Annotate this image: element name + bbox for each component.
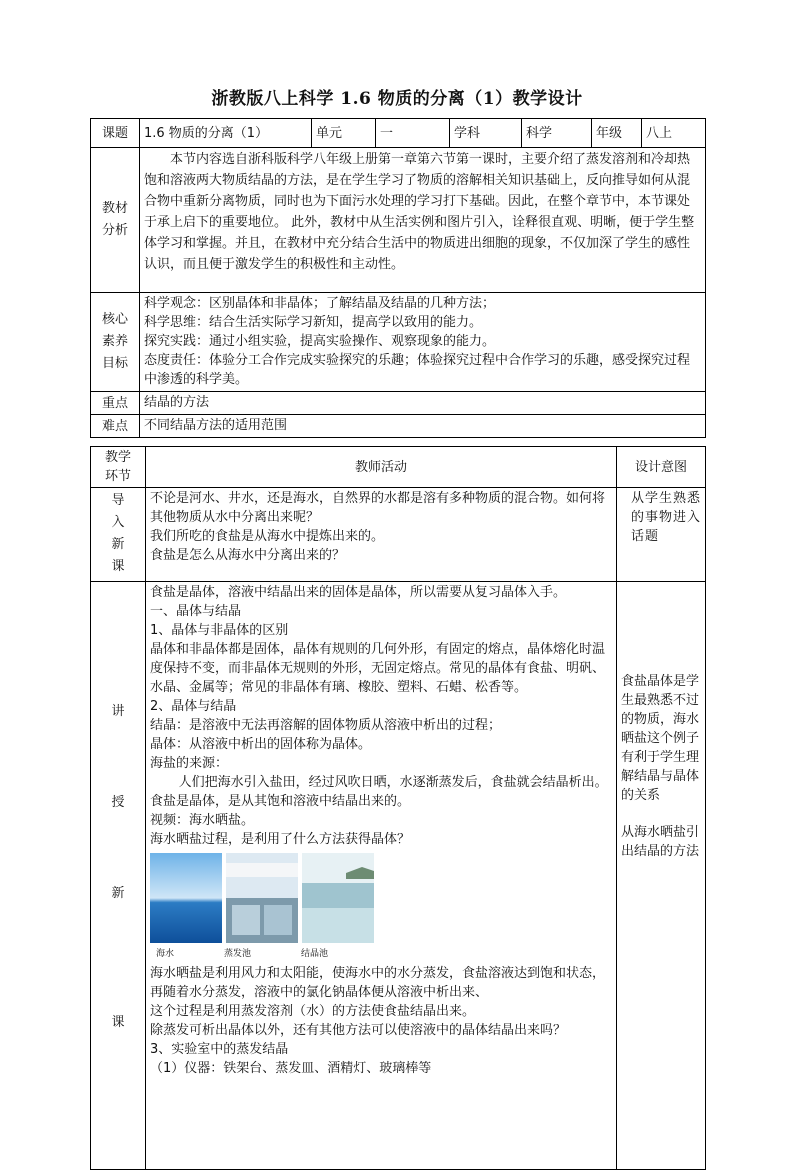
goal-item: 科学思维：结合生活实际学习新知，提高学以致用的能力。 (144, 315, 483, 330)
difficult-label: 难点 (91, 415, 140, 438)
stage-header: 教学 环节 (91, 447, 146, 488)
key-label: 重点 (91, 392, 140, 415)
key-value: 结晶的方法 (140, 392, 706, 415)
key-row (91, 392, 706, 415)
intro-intent: 从学生熟悉的事物进入话题 (617, 488, 706, 582)
header-row (91, 119, 706, 148)
core-row (91, 293, 706, 392)
lecture-activity: 食盐是晶体，溶液中结晶出来的固体是晶体，所以需要从复习晶体入手。 一、晶体与结晶 1、晶体与非晶体的区别 晶体和非晶体都是固体，晶体有规则的几何外形，有固定的熔点，晶体熔化时温度保持不变，而非晶体无规则的外形，无固定熔点。常见的晶体有食盐、明矾、水晶、金属等；常见的非晶体有璃、橡胶、塑料、石蜡、松香等。 2、晶体与结晶 结晶：是溶液中无法再溶解的固体物质从溶液中析出的过程； 晶体：从溶液中析出的固体称为晶体。 海盐的来源： 人们把海水引入盐田，经过风吹日晒，水逐渐蒸发后，食盐就会结晶析出。食盐是晶体，是从其饱和溶液中结晶出来的。 视频：海水晒盐。 海水晒盐过程，是利用了什么方法获得晶体？ 海水 蒸发池 结晶池 海水晒盐是利用风力和太阳能，使海水中的水分蒸发，食盐溶液达到饱和状态，再随着水分蒸发，溶液中的氯化钠晶体便从溶液中析出来、 这个过程是利用蒸发溶剂（水）的方法使食盐结晶出来。 除蒸发可析出晶体以外，还有其他方法可以使溶液中的晶体结晶出来吗？ 3、实验室中的蒸发结晶 （1）仪器：铁架台、蒸发皿、酒精灯、玻璃棒等 (146, 582, 617, 1170)
document-title: 浙教版八上科学 1.6 物质的分离（1）教学设计 (211, 89, 583, 109)
difficult-value: 不同结晶方法的适用范围 (140, 415, 706, 438)
lecture-stage: 讲 授 新 课 (91, 582, 146, 1170)
goal-item: 探究实践：通过小组实验，提高实验操作、观察现象的能力。 (144, 334, 496, 349)
lecture-row (91, 582, 706, 1170)
process-table (90, 446, 706, 1170)
core-goals (140, 293, 706, 392)
unit-value: 一 (376, 119, 450, 148)
crystallization-pond-photo (302, 853, 374, 943)
lecture-intent: 食盐晶体是学生最熟悉不过的物质，海水晒盐这个例子有利于学生理解结晶与晶体的关系 从海水晒盐引出结晶的方法 (617, 582, 706, 1170)
info-table (90, 118, 706, 438)
goal-item: 态度责任：体验分工合作完成实验探究的乐趣；体验探究过程中合作学习的乐趣，感受探究过程中渗透的科学美。 (144, 353, 691, 387)
grade-value: 八上 (642, 119, 706, 148)
analysis-text: 本节内容选自浙科版科学八年级上册第一章第六节第一课时，主要介绍了蒸发溶剂和冷却热饱和溶液两大物质结晶的方法，是在学生学习了物质的溶解相关知识基础上，反向推导如何从混合物中重新分离物质，同时也为下面污水处理的学习打下基础。因此，在整个章节中，本节课处于承上启下的重要地位。 此外，教材中从生活实例和图片引入，诠释很直观、明晰，便于学生整体学习和掌握。并且，在教材中充分结合生活中的物质进出细胞的现象，不仅加深了学生的感性认识，而且便于激发学生的积极性和主动性。 (140, 148, 706, 293)
analysis-row (91, 148, 706, 293)
caption-crystallization: 结晶池 (301, 949, 329, 959)
goal-item: 科学观念：区别晶体和非晶体；了解结晶及结晶的几种方法； (144, 296, 496, 311)
activity-header: 教师活动 (146, 447, 617, 488)
intro-stage: 导 入 新 课 (91, 488, 146, 582)
intent-header: 设计意图 (617, 447, 706, 488)
intro-activity: 不论是河水、井水，还是海水，自然界的水都是溶有多种物质的混合物。如何将其他物质从水中分离出来呢？ 我们所吃的食盐是从海水中提炼出来的。 食盐是怎么从海水中分离出来的？ (146, 488, 617, 582)
seawater-photo (150, 853, 222, 943)
salt-photos (150, 853, 612, 964)
caption-seawater: 海水 (156, 949, 175, 959)
evaporation-pond-photo (226, 853, 298, 943)
difficult-row (91, 415, 706, 438)
process-header-row (91, 447, 706, 488)
analysis-label: 教材 分析 (91, 148, 140, 293)
subject-label: 学科 (450, 119, 522, 148)
subject-value: 科学 (522, 119, 592, 148)
photo-captions (156, 945, 612, 964)
grade-label: 年级 (592, 119, 642, 148)
caption-evaporation: 蒸发池 (224, 949, 252, 959)
topic-value: 1.6 物质的分离（1） (140, 119, 312, 148)
intro-row (91, 488, 706, 582)
core-label: 核心 素养 目标 (91, 293, 140, 392)
topic-label: 课题 (91, 119, 140, 148)
unit-label: 单元 (312, 119, 376, 148)
